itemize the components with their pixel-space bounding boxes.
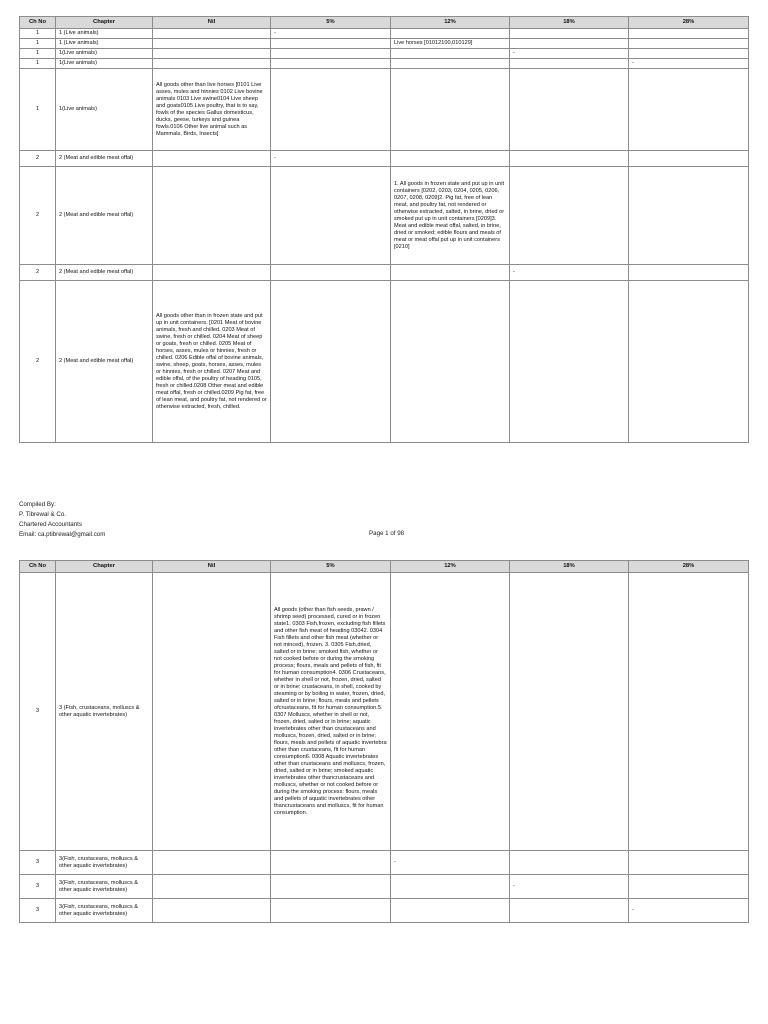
page-number: Page 1 of 98 <box>369 530 405 537</box>
table-header-row <box>20 17 749 29</box>
header-28-percent: 28% <box>629 561 749 573</box>
nil-cell <box>153 29 271 39</box>
chapter-cell: 1(Live animals) <box>56 59 153 69</box>
header-ch-no: Ch No <box>20 17 56 29</box>
rate-5-cell <box>271 167 391 265</box>
nil-cell <box>153 875 271 899</box>
table-row <box>20 281 749 443</box>
chapter-cell: 1(Live animals) <box>56 49 153 59</box>
rate-5-cell: - <box>271 151 391 167</box>
ch-no-cell: 3 <box>20 875 56 899</box>
header-chapter: Chapter <box>56 561 153 573</box>
chapter-cell: 1 (Live animals) <box>56 39 153 49</box>
chapter-cell: 2 (Meat and edible meat offal) <box>56 167 153 265</box>
rate-18-cell: - <box>510 875 629 899</box>
header-nil: Nil <box>153 17 271 29</box>
rate-18-cell <box>510 281 629 443</box>
table-row <box>20 69 749 151</box>
ch-no-cell: 3 <box>20 899 56 923</box>
table-row <box>20 899 749 923</box>
rate-28-cell <box>629 29 749 39</box>
nil-cell <box>153 265 271 281</box>
table-row <box>20 573 749 851</box>
rate-28-cell <box>629 49 749 59</box>
header-28-percent: 28% <box>629 17 749 29</box>
chapter-cell: 3(Fish, crustaceans, molluscs & other aquatic invertebrates) <box>56 851 153 875</box>
table-row <box>20 49 749 59</box>
chapter-cell: 3 (Fish, crustaceans, molluscs & other aquatic invertebrates) <box>56 573 153 851</box>
rate-28-cell <box>629 69 749 151</box>
header-5-percent: 5% <box>271 17 391 29</box>
table-row <box>20 29 749 39</box>
table-row <box>20 39 749 49</box>
rate-12-cell: Live horses [01012100,010129] <box>391 39 510 49</box>
rate-5-cell <box>271 281 391 443</box>
rate-18-cell <box>510 167 629 265</box>
rate-28-cell <box>629 281 749 443</box>
header-12-percent: 12% <box>391 561 510 573</box>
rate-18-cell <box>510 851 629 875</box>
rate-12-cell <box>391 69 510 151</box>
rate-18-cell <box>510 59 629 69</box>
table-row <box>20 875 749 899</box>
chapter-cell: 3(Fish, crustaceans, molluscs & other aquatic invertebrates) <box>56 899 153 923</box>
ch-no-cell: 2 <box>20 281 56 443</box>
rate-18-cell <box>510 151 629 167</box>
nil-cell <box>153 151 271 167</box>
ch-no-cell: 1 <box>20 49 56 59</box>
rate-5-cell <box>271 59 391 69</box>
rate-12-cell <box>391 573 510 851</box>
header-chapter: Chapter <box>56 17 153 29</box>
chapter-cell: 3(Fish, crustaceans, molluscs & other aquatic invertebrates) <box>56 875 153 899</box>
nil-cell <box>153 167 271 265</box>
rate-5-cell <box>271 69 391 151</box>
nil-cell <box>153 899 271 923</box>
rate-12-cell <box>391 281 510 443</box>
ch-no-cell: 2 <box>20 151 56 167</box>
rate-28-cell: - <box>629 59 749 69</box>
header-ch-no: Ch No <box>20 561 56 573</box>
rate-5-cell: - <box>271 29 391 39</box>
ch-no-cell: 1 <box>20 69 56 151</box>
ch-no-cell: 1 <box>20 59 56 69</box>
rate-18-cell: - <box>510 49 629 59</box>
chapter-cell: 2 (Meat and edible meat offal) <box>56 151 153 167</box>
compiled-by-label: Compiled By: <box>19 501 56 508</box>
table-row <box>20 851 749 875</box>
rate-28-cell <box>629 573 749 851</box>
header-12-percent: 12% <box>391 17 510 29</box>
rate-18-cell: - <box>510 265 629 281</box>
rate-18-cell <box>510 899 629 923</box>
rate-12-cell: 1. All goods in frozen state and put up in unit containers [0202, 0203, 0204, 0205, 0206, 0207, 0208, 0209]2. Pig fat, free of lean meat, and poultry fat, not rendered or otherwise extracted, salted, in brine, dried or smoked put up in unit containers [0209]3. Meat and edible meat offal, salted, in brine, dried or smoked; edible flours and meals of meat or meat offal put up in unit containers [0210] <box>391 167 510 265</box>
rate-5-cell <box>271 39 391 49</box>
rate-12-cell <box>391 59 510 69</box>
rate-18-cell <box>510 69 629 151</box>
rate-18-cell <box>510 29 629 39</box>
chapter-cell: 1 (Live animals) <box>56 29 153 39</box>
ch-no-cell: 3 <box>20 851 56 875</box>
rate-12-cell <box>391 899 510 923</box>
nil-cell <box>153 573 271 851</box>
rate-28-cell <box>629 39 749 49</box>
rate-5-cell: All goods (other than fish seeds, prawn / shrimp seed) processed, cured or in frozen state1. 0303 Fish,frozen, excluding fish fillets and other fish meat of heading 03042. 0304 Fish fillets and other fish meat (whether or not minced), frozen. 3. 0305 Fish,dried, salted or in brine; smoked fish, whether or not cooked before or during the smoking process; flours, meals and pellets of fish, fit for human consumption4. 0306 Crustaceans, whether in shell or not, frozen, dried, salted or in brine; crustaceans, in shell, cooked by steaming or by boiling in water, frozen, dried, salted or in brine; flours, meals and pellets ofcrustaceans, fit for human consumption.5. 0307 Molluscs, whether in shell or not, frozen, dried, salted or in brine; aquatic invertebrates other than crustaceans and molluscs, frozen, dried, salted or in brine; flours, meals and pellets of aquatic invertebra other than crustaceans, fit for human consumption6. 0308 Aquatic invertebrates other than crustaceans and molluscs, frozen, dried, salted or in brine; smoked aquatic invertebrates other thancrustaceans and molluscs, whether or not cooked before or during the smoking process: flours, meals and pellets of aquatic invertebrates other thancrustaceans and molluscs, fit for human consumption. <box>271 573 391 851</box>
ch-no-cell: 2 <box>20 265 56 281</box>
table-header-row <box>20 561 749 573</box>
rate-5-cell <box>271 875 391 899</box>
rate-5-cell <box>271 899 391 923</box>
ch-no-cell: 3 <box>20 573 56 851</box>
header-nil: Nil <box>153 561 271 573</box>
rate-12-cell <box>391 49 510 59</box>
rate-12-cell <box>391 151 510 167</box>
gst-rate-table-page-1 <box>19 16 749 443</box>
firm-profession: Chartered Accountants <box>19 521 82 528</box>
rate-12-cell <box>391 875 510 899</box>
table-row <box>20 59 749 69</box>
header-5-percent: 5% <box>271 561 391 573</box>
nil-cell <box>153 49 271 59</box>
rate-18-cell <box>510 39 629 49</box>
firm-name: P. Tibrewal & Co. <box>19 511 66 518</box>
rate-5-cell <box>271 265 391 281</box>
rate-18-cell <box>510 573 629 851</box>
gst-rate-table-page-2 <box>19 560 749 923</box>
header-18-percent: 18% <box>510 561 629 573</box>
nil-cell <box>153 59 271 69</box>
contact-email: Email: ca.ptibrewal@gmail.com <box>19 531 106 538</box>
rate-12-cell: - <box>391 851 510 875</box>
nil-cell <box>153 851 271 875</box>
rate-28-cell <box>629 151 749 167</box>
rate-5-cell <box>271 851 391 875</box>
header-18-percent: 18% <box>510 17 629 29</box>
chapter-cell: 1(Live animals) <box>56 69 153 151</box>
rate-28-cell <box>629 167 749 265</box>
nil-cell: All goods other than in frozen state and put up in unit containers. [0201 Meat of bovine animals, fresh and chilled. 0203 Meat of swine, fresh or chilled. 0204 Meat of sheep or goats, fresh or chilled. 0205 Meat of horses, asses, mules or hinnies, fresh or chilled. 0206 Edible offal of bovine animals, swine, sheep, goats, horses, asses, mules or hinnies, fresh or chilled. 0207 Meat and edible offal, of the poultry of heading 0105, fresh or chilled.0208 Other meat and edible meat offal, fresh or chilled.0209 Pig fat, free of lean meat, and poultry fat, not rendered or otherwise extracted, fresh, chilled. <box>153 281 271 443</box>
chapter-cell: 2 (Meat and edible meat offal) <box>56 281 153 443</box>
ch-no-cell: 1 <box>20 39 56 49</box>
nil-cell <box>153 39 271 49</box>
table-row <box>20 167 749 265</box>
table-row <box>20 265 749 281</box>
nil-cell: All goods other than live horses [0101 Live asses, mules and hinnies 0102 Live bovine animals 0103 Live swine0104 Live sheep and goats0105 Live poultry, that is to say, fowls of the species Gallus domesticus, ducks, geese, turkeys and guinea fowls.0106 Other live animal such as Mammals, Birds, Insects] <box>153 69 271 151</box>
rate-28-cell <box>629 265 749 281</box>
rate-12-cell <box>391 29 510 39</box>
rate-28-cell: - <box>629 899 749 923</box>
compiler-footer <box>19 500 105 540</box>
ch-no-cell: 2 <box>20 167 56 265</box>
rate-5-cell <box>271 49 391 59</box>
ch-no-cell: 1 <box>20 29 56 39</box>
rate-28-cell <box>629 851 749 875</box>
rate-12-cell <box>391 265 510 281</box>
table-row <box>20 151 749 167</box>
chapter-cell: 2 (Meat and edible meat offal) <box>56 265 153 281</box>
rate-28-cell <box>629 875 749 899</box>
